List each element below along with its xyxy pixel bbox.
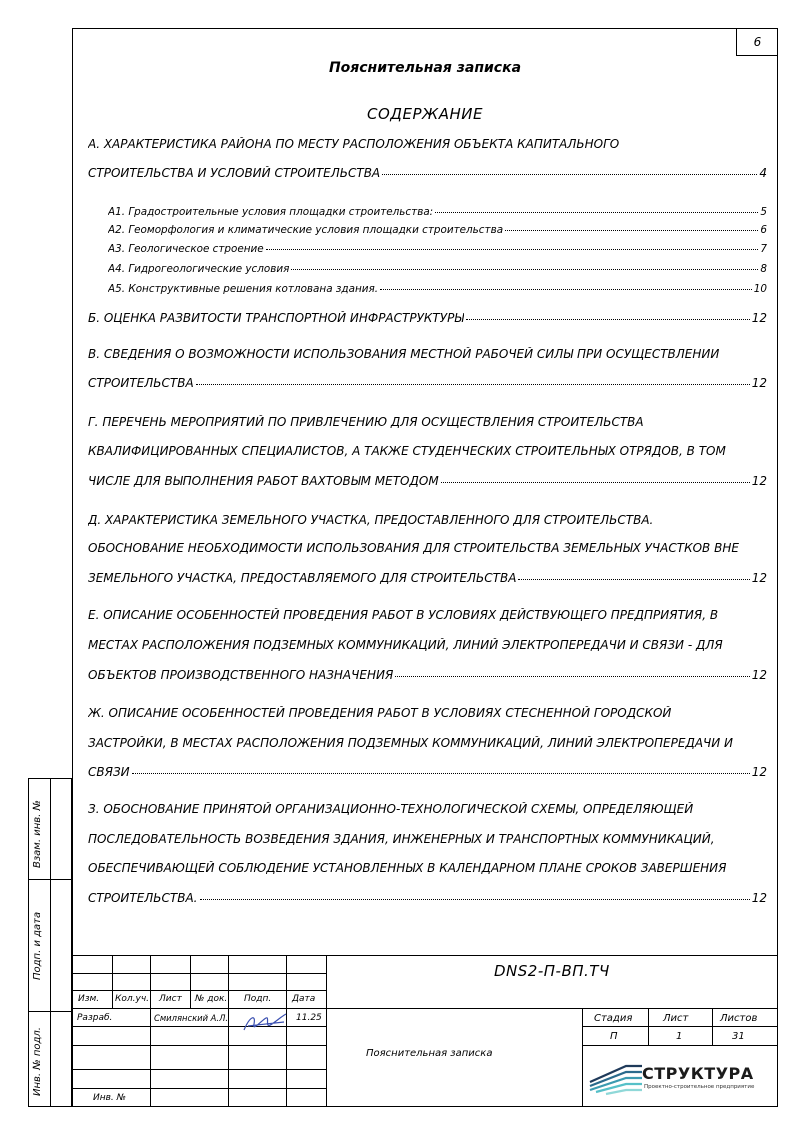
title-block-line bbox=[582, 1045, 778, 1046]
stadia-value: П bbox=[610, 1031, 618, 1042]
document-title: Пояснительная записка bbox=[328, 60, 522, 76]
toc-entry-v-line1[interactable]: В. СВЕДЕНИЯ О ВОЗМОЖНОСТИ ИСПОЛЬЗОВАНИЯ МЕСТНОЙ РАБОЧЕЙ СИЛЫ ПРИ ОСУЩЕСТВЛЕНИИ bbox=[88, 347, 720, 361]
col-header-data: Дата bbox=[292, 994, 316, 1004]
toc-subentry-a3[interactable]: А3. Геологическое строение 7 bbox=[108, 243, 767, 255]
title-block-col bbox=[150, 955, 151, 1107]
toc-entry-e-line1[interactable]: Е. ОПИСАНИЕ ОСОБЕННОСТЕЙ ПРОВЕДЕНИЯ РАБОТ В УСЛОВИЯХ ДЕЙСТВУЮЩЕГО ПРЕДПРИЯТИЯ, В bbox=[88, 608, 719, 622]
toc-subentry-a2[interactable]: А2. Геоморфология и климатические условия площадки строительства 6 bbox=[108, 224, 767, 236]
listov-value: 31 bbox=[732, 1031, 745, 1042]
title-block-line bbox=[72, 973, 326, 974]
toc-entry-g-line2[interactable]: КВАЛИФИЦИРОВАННЫХ СПЕЦИАЛИСТОВ, А ТАКЖЕ СТУДЕНЧЕСКИХ СТРОИТЕЛЬНЫХ ОТРЯДОВ, В ТОМ bbox=[88, 444, 726, 458]
title-block-line bbox=[72, 1088, 326, 1089]
toc-entry-z-line4[interactable]: СТРОИТЕЛЬСТВА. 12 bbox=[88, 891, 767, 905]
signature bbox=[240, 1010, 290, 1036]
title-block-line bbox=[72, 1008, 778, 1009]
side-label-inv: Инв. № подл. bbox=[32, 1027, 43, 1096]
toc-page: 4 bbox=[759, 166, 767, 180]
title-block-col bbox=[582, 1008, 583, 1107]
col-header-koluch: Кол.уч. bbox=[115, 994, 150, 1004]
page-frame bbox=[72, 28, 778, 1107]
toc-entry-d-line2[interactable]: ОБОСНОВАНИЕ НЕОБХОДИМОСТИ ИСПОЛЬЗОВАНИЯ ДЛЯ СТРОИТЕЛЬСТВА ЗЕМЕЛЬНЫХ УЧАСТКОВ ВНЕ bbox=[88, 541, 739, 555]
toc-entry-z-line3[interactable]: ОБЕСПЕЧИВАЮЩЕЙ СОБЛЮДЕНИЕ УСТАНОВЛЕННЫХ В КАЛЕНДАРНОМ ПЛАНЕ СРОКОВ ЗАВЕРШЕНИЯ bbox=[88, 861, 727, 875]
toc-entry-zh-line2[interactable]: ЗАСТРОЙКИ, В МЕСТАХ РАСПОЛОЖЕНИЯ ПОДЗЕМНЫХ КОММУНИКАЦИЙ, ЛИНИЙ ЭЛЕКТРОПЕРЕДАЧИ И bbox=[88, 736, 734, 750]
toc-subentry-a5[interactable]: А5. Конструктивные решения котлована здания. 10 bbox=[108, 283, 767, 295]
listov-label: Листов bbox=[720, 1013, 758, 1024]
title-block-line bbox=[72, 1069, 326, 1070]
toc-subentry-a1[interactable]: А1. Градостроительные условия площадки строительства: 5 bbox=[108, 206, 767, 218]
side-label-vzam: Взам. инв. № bbox=[32, 800, 43, 868]
company-subtitle: Проектно-строительное предприятие bbox=[644, 1084, 755, 1090]
side-divider bbox=[50, 778, 51, 1107]
document-name: Пояснительная записка bbox=[366, 1048, 493, 1059]
razrab-name: Смилянский А.Л. bbox=[154, 1013, 229, 1023]
toc-entry-b[interactable]: Б. ОЦЕНКА РАЗВИТОСТИ ТРАНСПОРТНОЙ ИНФРАСТРУКТУРЫ 12 bbox=[88, 311, 767, 325]
title-block-col bbox=[112, 955, 113, 1008]
col-header-ndok: № док. bbox=[195, 994, 228, 1004]
toc-entry-zh-line3[interactable]: СВЯЗИ 12 bbox=[88, 765, 767, 779]
toc-entry-z-line2[interactable]: ПОСЛЕДОВАТЕЛЬНОСТЬ ВОЗВЕДЕНИЯ ЗДАНИЯ, ИНЖЕНЕРНЫХ И ТРАНСПОРТНЫХ КОММУНИКАЦИЙ, bbox=[88, 832, 715, 846]
stadia-label: Стадия bbox=[594, 1013, 633, 1024]
toc-entry-g-line1[interactable]: Г. ПЕРЕЧЕНЬ МЕРОПРИЯТИЙ ПО ПРИВЛЕЧЕНИЮ ДЛЯ ОСУЩЕСТВЛЕНИЯ СТРОИТЕЛЬСТВА bbox=[88, 415, 644, 429]
col-header-podp: Подп. bbox=[244, 994, 272, 1004]
title-block-line bbox=[72, 1045, 326, 1046]
toc-entry-v-line2[interactable]: СТРОИТЕЛЬСТВА 12 bbox=[88, 376, 767, 390]
title-block-col bbox=[712, 1008, 713, 1045]
col-header-list: Лист bbox=[159, 994, 182, 1004]
toc-entry-z-line1[interactable]: З. ОБОСНОВАНИЕ ПРИНЯТОЙ ОРГАНИЗАЦИОННО-ТЕХНОЛОГИЧЕСКОЙ СХЕМЫ, ОПРЕДЕЛЯЮЩЕЙ bbox=[88, 802, 694, 816]
toc-entry-a-line1[interactable]: А. ХАРАКТЕРИСТИКА РАЙОНА ПО МЕСТУ РАСПОЛОЖЕНИЯ ОБЪЕКТА КАПИТАЛЬНОГО bbox=[88, 137, 620, 151]
toc-subentry-a4[interactable]: А4. Гидрогеологические условия 8 bbox=[108, 263, 767, 275]
razrab-date: 11.25 bbox=[296, 1013, 322, 1023]
page-number: 6 bbox=[736, 28, 778, 56]
toc-entry-d-line1[interactable]: Д. ХАРАКТЕРИСТИКА ЗЕМЕЛЬНОГО УЧАСТКА, ПРЕДОСТАВЛЕННОГО ДЛЯ СТРОИТЕЛЬСТВА. bbox=[88, 513, 654, 527]
toc-entry-zh-line1[interactable]: Ж. ОПИСАНИЕ ОСОБЕННОСТЕЙ ПРОВЕДЕНИЯ РАБОТ В УСЛОВИЯХ СТЕСНЕННОЙ ГОРОДСКОЙ bbox=[88, 706, 672, 720]
list-value: 1 bbox=[676, 1031, 683, 1042]
side-label-podp: Подп. и дата bbox=[32, 911, 43, 980]
title-block-col bbox=[190, 955, 191, 1008]
title-block-col bbox=[228, 955, 229, 1107]
title-block-col bbox=[648, 1008, 649, 1045]
toc-entry-e-line2[interactable]: МЕСТАХ РАСПОЛОЖЕНИЯ ПОДЗЕМНЫХ КОММУНИКАЦИЙ, ЛИНИЙ ЭЛЕКТРОПЕРЕДАЧИ И СВЯЗИ - ДЛЯ bbox=[88, 638, 723, 652]
toc-entry-a-line2[interactable]: СТРОИТЕЛЬСТВА И УСЛОВИЙ СТРОИТЕЛЬСТВА 4 bbox=[88, 166, 767, 180]
title-block-line bbox=[72, 990, 326, 991]
company-name: СТРУКТУРА bbox=[642, 1064, 754, 1083]
col-header-izm: Изм. bbox=[78, 994, 100, 1004]
title-block-top-line bbox=[72, 955, 778, 956]
title-block-col bbox=[326, 955, 327, 1107]
razrab-label: Разраб. bbox=[77, 1013, 113, 1023]
toc-entry-g-line3[interactable]: ЧИСЛЕ ДЛЯ ВЫПОЛНЕНИЯ РАБОТ ВАХТОВЫМ МЕТОДОМ 12 bbox=[88, 474, 767, 488]
list-label: Лист bbox=[663, 1013, 689, 1024]
inv-label: Инв. № bbox=[93, 1093, 127, 1103]
toc-entry-d-line3[interactable]: ЗЕМЕЛЬНОГО УЧАСТКА, ПРЕДОСТАВЛЯЕМОГО ДЛЯ СТРОИТЕЛЬСТВА 12 bbox=[88, 571, 767, 585]
toc-entry-e-line3[interactable]: ОБЪЕКТОВ ПРОИЗВОДСТВЕННОГО НАЗНАЧЕНИЯ 12 bbox=[88, 668, 767, 682]
contents-heading: СОДЕРЖАНИЕ bbox=[367, 105, 483, 123]
title-block-line bbox=[582, 1026, 778, 1027]
document-code: DNS2-П-ВП.ТЧ bbox=[494, 962, 610, 980]
